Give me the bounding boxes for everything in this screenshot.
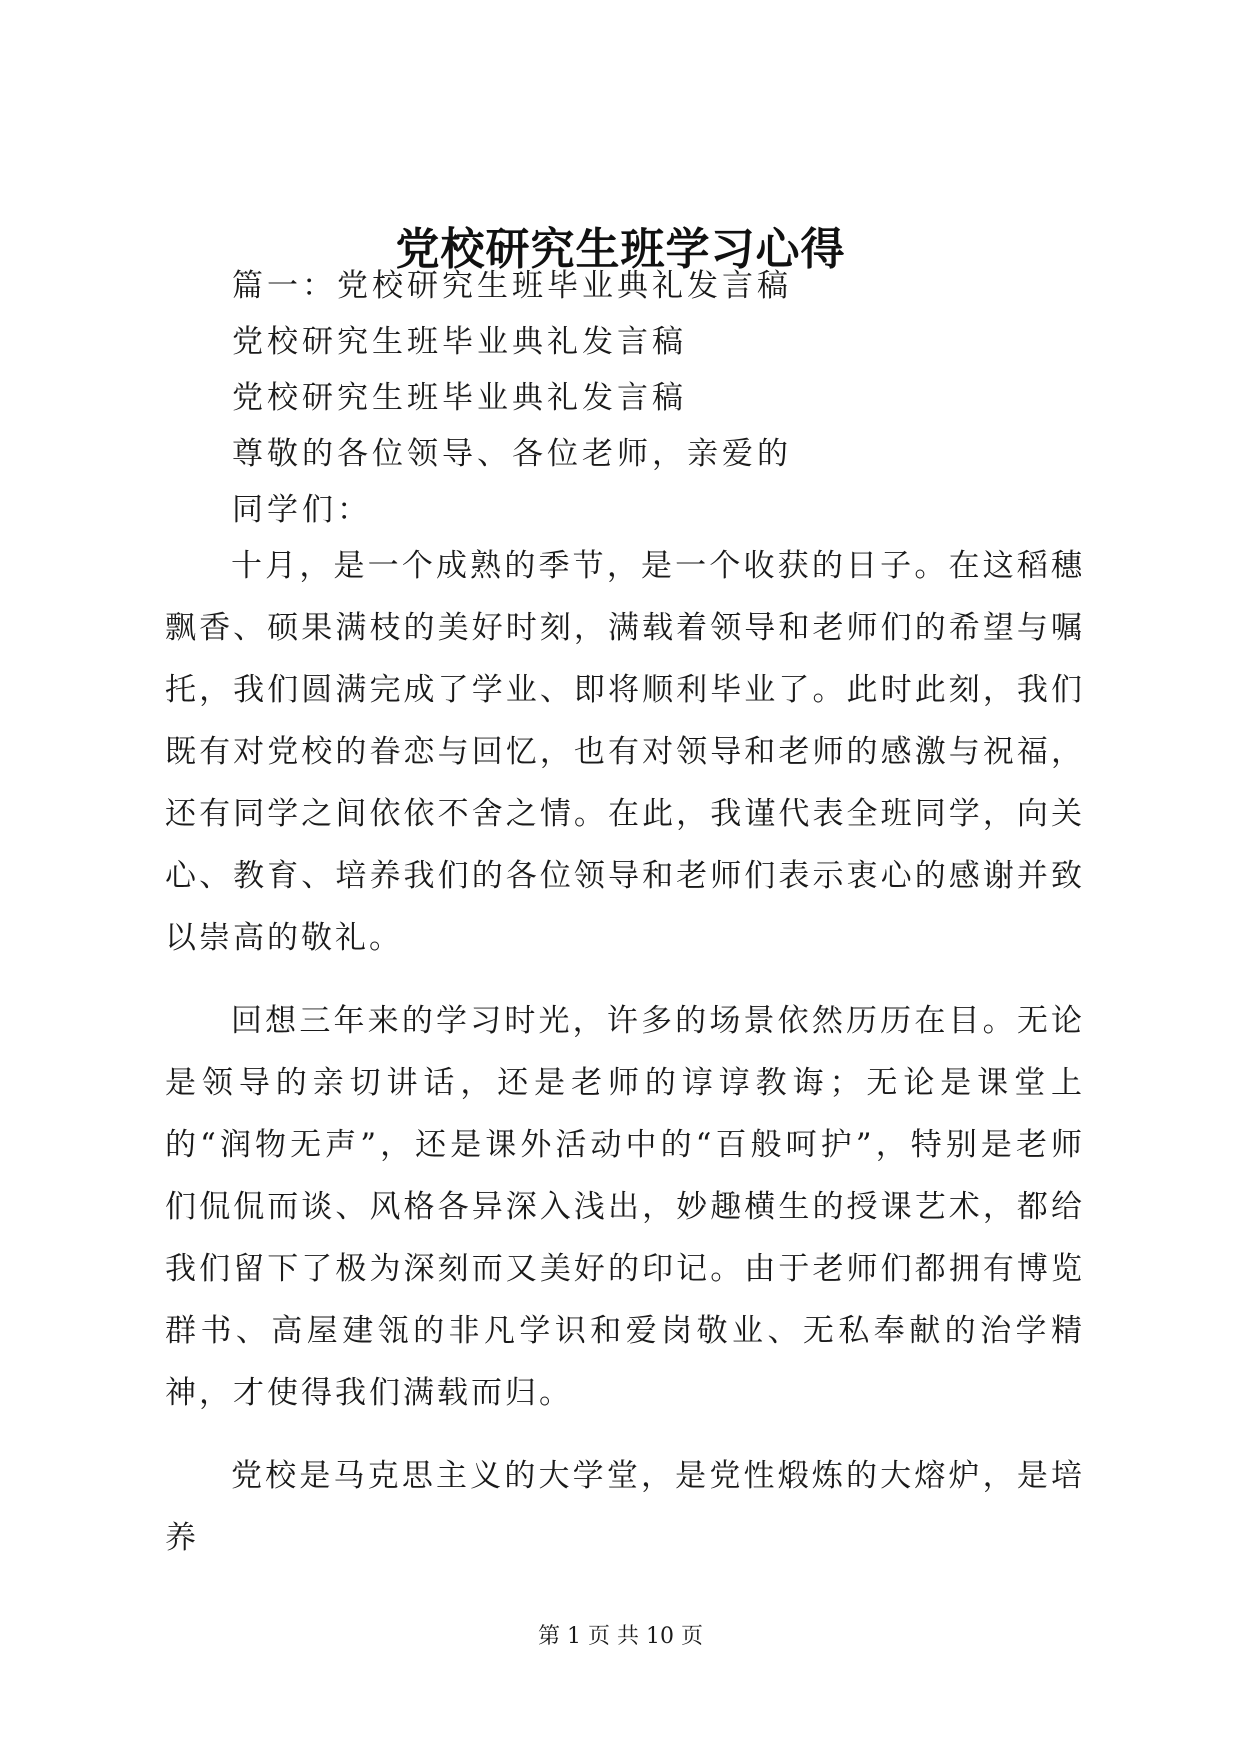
salutation-line: 尊敬的各位领导、各位老师，亲爱的 xyxy=(232,436,792,472)
page-footer: 第 1 页 共 10 页 xyxy=(538,1624,703,1649)
salutation-line: 同学们： xyxy=(232,492,372,528)
body-paragraph: 党校是马克思主义的大学堂，是党性煅炼的大熔炉，是培养 xyxy=(165,1458,1085,1556)
heading-line: 党校研究生班毕业典礼发言稿 xyxy=(232,380,687,416)
body-paragraph: 十月，是一个成熟的季节，是一个收获的日子。在这稻穗飘香、硕果满枝的美好时刻，满载着领导和老师们的希望与嘱托，我们圆满完成了学业、即将顺利毕业了。此时此刻，我们既有对党校的眷恋与回忆，也有对领导和老师的感激与祝福，还有同学之间依依不舍之情。在此，我谨代表全班同学，向关心、教育、培养我们的各位领导和老师们表示衷心的感谢并致以崇高的敬礼。 xyxy=(165,548,1085,956)
document-title: 党校研究生班学习心得 xyxy=(395,224,846,275)
heading-line: 党校研究生班毕业典礼发言稿 xyxy=(232,324,687,360)
body-paragraph: 回想三年来的学习时光，许多的场景依然历历在目。无论是领导的亲切讲话，还是老师的谆谆教诲；无论是课堂上的“润物无声”，还是课外活动中的“百般呵护”，特别是老师们侃侃而谈、风格各异深入浅出，妙趣横生的授课艺术，都给我们留下了极为深刻而又美好的印记。由于老师们都拥有博览群书、高屋建瓴的非凡学识和爱岗敬业、无私奉献的治学精神，才使得我们满载而归。 xyxy=(165,1003,1085,1411)
heading-line: 篇一：党校研究生班毕业典礼发言稿 xyxy=(232,268,792,304)
